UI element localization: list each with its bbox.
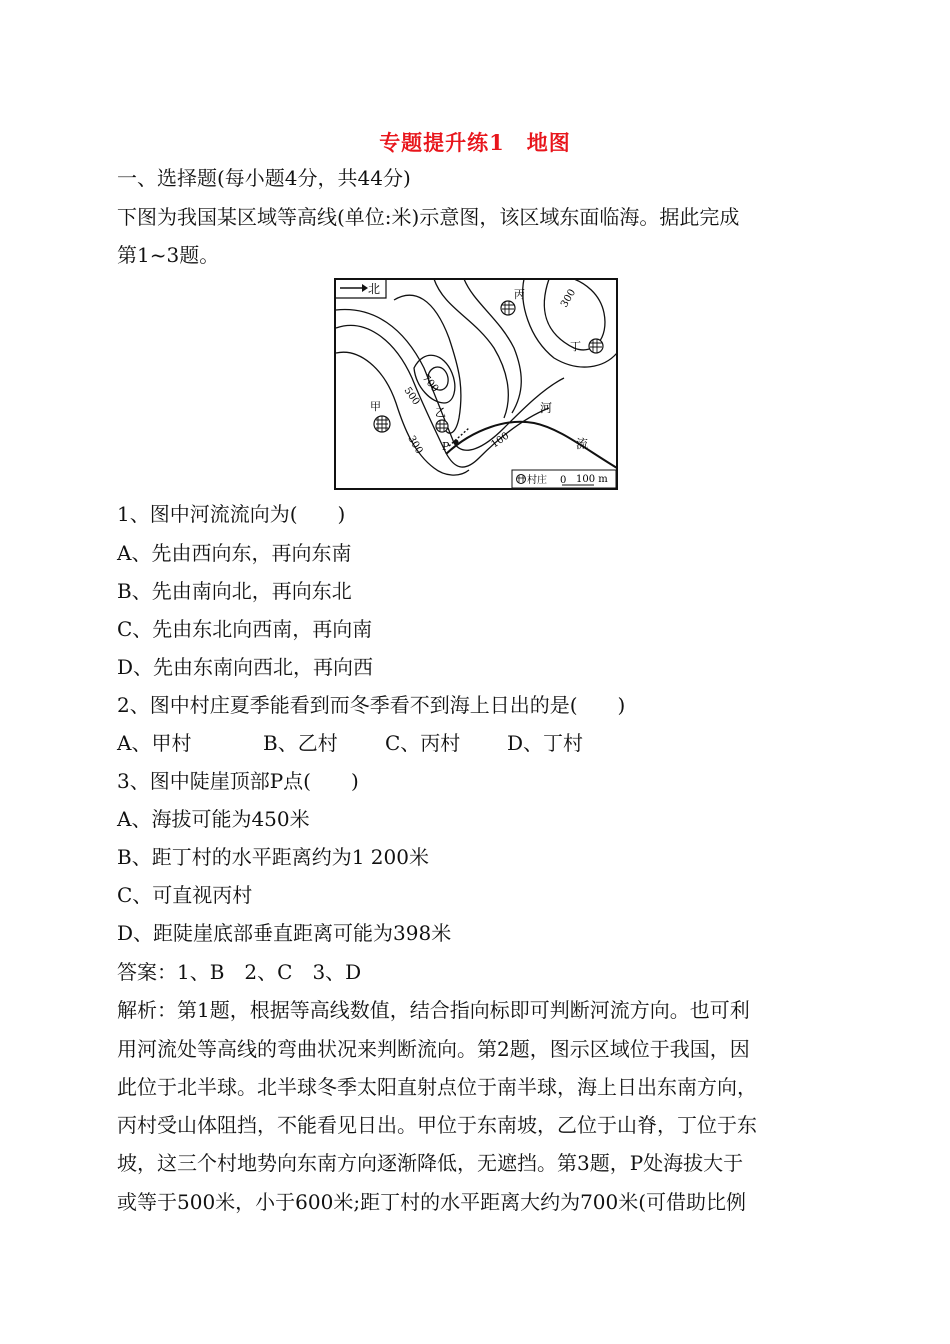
scale-value: 100 m <box>576 474 608 485</box>
question-2-option-a: A、甲村 <box>117 731 192 755</box>
question-3-option-c: C、可直视丙村 <box>117 883 253 907</box>
contour-label-500: 500 <box>401 385 422 408</box>
intro-line-1: 下图为我国某区域等高线(单位:米)示意图，该区域东面临海。据此完成 <box>117 205 740 229</box>
analysis-line-5: 坡，这三个村地势向东南方向逐渐降低，无遮挡。第3题，P处海拔大于 <box>117 1151 744 1175</box>
question-1-option-c: C、先由东北向西南，再向南 <box>117 617 373 641</box>
question-3-option-b: B、距丁村的水平距离约为1 200米 <box>117 845 429 869</box>
question-2-options <box>117 729 583 757</box>
map-frame <box>335 279 617 489</box>
analysis-line-6: 或等于500米，小于600米;距丁村的水平距离大约为700米(可借助比例 <box>117 1190 747 1214</box>
analysis-line-3: 此位于北半球。北半球冬季太阳直射点位于南半球，海上日出东南方向， <box>117 1075 757 1099</box>
intro-line-2: 第1~3题。 <box>117 243 220 267</box>
contour-label-700: 700 <box>419 372 441 395</box>
question-1-stem: 1、图中河流流向为( ) <box>117 502 346 526</box>
contour-label-100: 100 <box>489 430 512 451</box>
legend-village-icon <box>517 475 526 484</box>
question-3-stem: 3、图中陡崖顶部P点( ) <box>117 769 359 793</box>
river-label-1: 河 <box>540 401 553 415</box>
village-jia-label: 甲 <box>370 400 381 413</box>
village-grid <box>376 416 388 432</box>
question-2-option-b: B、乙村 <box>263 731 338 755</box>
village-icon <box>501 301 515 315</box>
analysis-line-1: 解析：第1题，根据等高线数值，结合指向标即可判断河流方向。也可利 <box>117 998 750 1022</box>
page-title: 专题提升练1 地图 <box>379 130 571 155</box>
point-p-marker <box>454 440 459 445</box>
section-heading: 一、选择题(每小题4分，共44分) <box>117 166 411 190</box>
point-p-label: P <box>442 440 450 453</box>
contour-label-300: 300 <box>405 434 425 457</box>
question-2-stem: 2、图中村庄夏季能看到而冬季看不到海上日出的是( ) <box>117 693 626 717</box>
question-1-option-d: D、先由东南向西北，再向西 <box>117 655 374 679</box>
question-1-option-a: A、先由西向东，再向东南 <box>117 541 352 565</box>
village-yi-label: 乙 <box>435 406 446 419</box>
question-3-option-d: D、距陡崖底部垂直距离可能为398米 <box>117 921 452 945</box>
north-label: 北 <box>368 282 381 296</box>
contour-map-figure <box>334 278 618 490</box>
question-2-option-c: C、丙村 <box>385 731 461 755</box>
village-icon <box>589 339 603 353</box>
village-bing-label: 丙 <box>514 288 525 301</box>
legend-village-label: 村庄 <box>527 475 547 486</box>
contour-label-300-ding: 300 <box>559 287 579 310</box>
question-2-option-d: D、丁村 <box>507 731 584 755</box>
answer-line: 答案：1、B 2、C 3、D <box>117 960 362 984</box>
river-label-2: 流 <box>576 437 589 451</box>
scale-zero: 0 <box>560 475 567 486</box>
question-3-option-a: A、海拔可能为450米 <box>117 807 310 831</box>
village-icon <box>436 420 448 432</box>
contour-map <box>334 278 618 490</box>
village-ding-label: 丁 <box>570 340 581 353</box>
analysis-line-4: 丙村受山体阻挡，不能看见日出。甲位于东南坡，乙位于山脊，丁位于东 <box>117 1113 757 1137</box>
question-1-option-b: B、先由南向北，再向东北 <box>117 579 352 603</box>
analysis-line-2: 用河流处等高线的弯曲状况来判断流向。第2题，图示区域位于我国，因 <box>117 1037 750 1061</box>
